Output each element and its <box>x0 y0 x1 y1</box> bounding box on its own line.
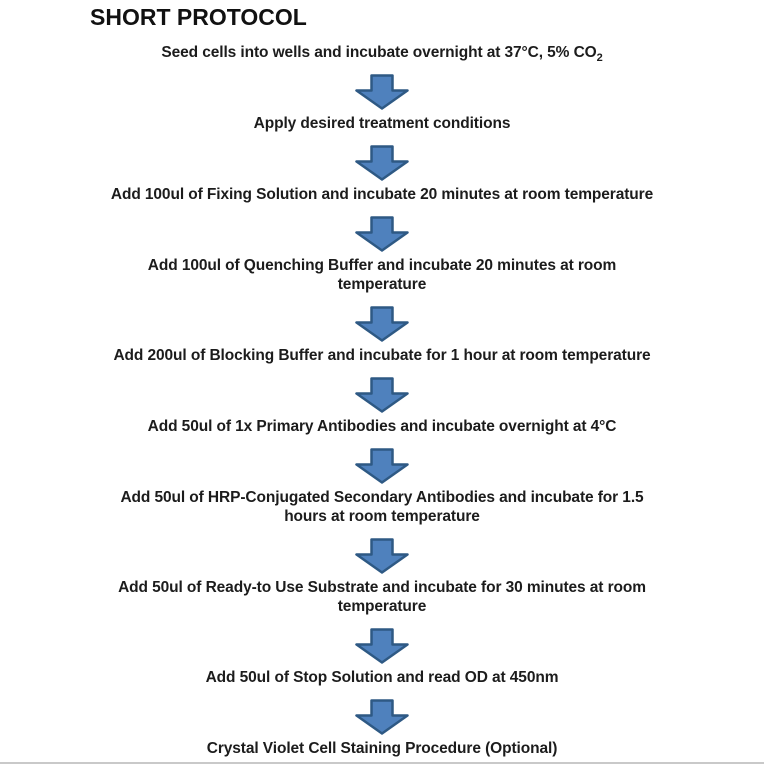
protocol-flowchart <box>0 31 764 758</box>
step-7-text <box>120 488 643 526</box>
page-title: SHORT PROTOCOL <box>90 4 307 30</box>
flow-arrow-3 <box>355 216 409 252</box>
flow-arrow-4 <box>355 306 409 342</box>
step-4-text <box>148 256 616 294</box>
down-arrow-icon <box>355 306 409 342</box>
down-arrow-icon <box>355 377 409 413</box>
step-8-text <box>118 578 646 616</box>
down-arrow-icon <box>355 145 409 181</box>
step-10-text <box>207 739 558 758</box>
step-line: temperature <box>337 598 427 615</box>
down-arrow-icon <box>355 538 409 574</box>
down-arrow-icon <box>355 628 409 664</box>
step-line: Add 50ul of 1x Primary Antibodies and incubate overnight at 4°C <box>147 418 617 435</box>
step-line: Crystal Violet Cell Staining Procedure (Optional) <box>206 740 558 757</box>
step-1-text <box>161 43 603 65</box>
down-arrow-icon <box>355 216 409 252</box>
step-line: temperature <box>337 276 427 293</box>
step-line: Add 50ul of Stop Solution and read OD at 450nm <box>205 669 559 686</box>
step-6-text <box>148 417 617 436</box>
step-3-text <box>111 185 653 204</box>
co2-subscript: 2 <box>596 52 603 65</box>
flow-arrow-9 <box>355 699 409 735</box>
flow-arrow-2 <box>355 145 409 181</box>
step-line: Add 50ul of HRP-Conjugated Secondary Antibodies and incubate for 1.5 <box>120 489 644 506</box>
flow-arrow-5 <box>355 377 409 413</box>
flow-arrow-6 <box>355 448 409 484</box>
down-arrow-icon <box>355 448 409 484</box>
step-line: Add 50ul of Ready-to Use Substrate and incubate for 30 minutes at room <box>118 579 646 596</box>
step-line: Add 100ul of Fixing Solution and incubate 20 minutes at room temperature <box>110 186 654 203</box>
step-2-text <box>254 114 511 133</box>
flow-arrow-7 <box>355 538 409 574</box>
flow-arrow-8 <box>355 628 409 664</box>
down-arrow-icon <box>355 699 409 735</box>
step-line: Add 100ul of Quenching Buffer and incubate 20 minutes at room <box>147 257 617 274</box>
down-arrow-icon <box>355 74 409 110</box>
step-5-text <box>113 346 650 365</box>
step-9-text <box>206 668 559 687</box>
step-line: Seed cells into wells and incubate overnight at 37°C, 5% CO <box>161 44 597 61</box>
step-line: hours at room temperature <box>284 508 480 525</box>
flow-arrow-1 <box>355 74 409 110</box>
step-line: Apply desired treatment conditions <box>253 115 511 132</box>
step-line: Add 200ul of Blocking Buffer and incubate for 1 hour at room temperature <box>113 347 651 364</box>
